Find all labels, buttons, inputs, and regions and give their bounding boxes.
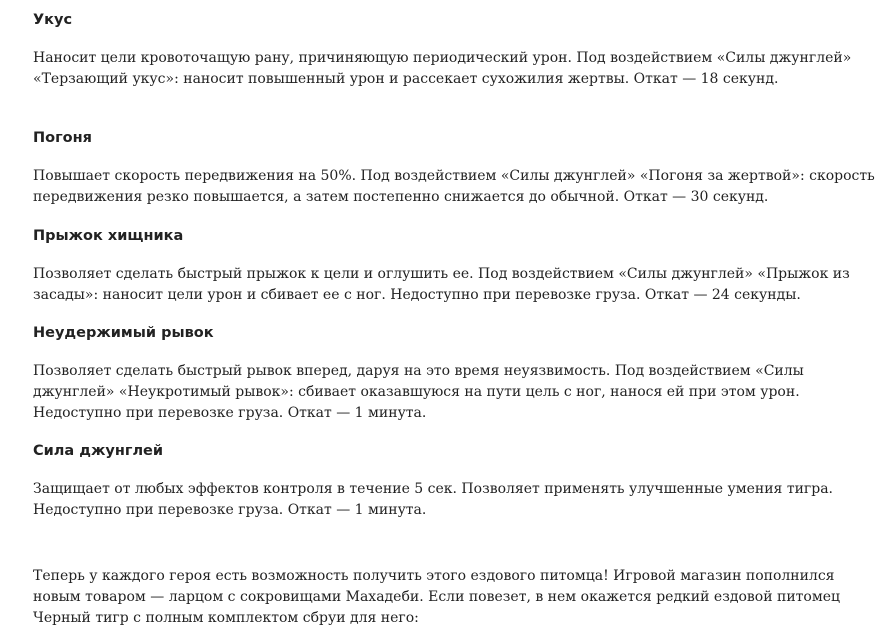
ability-title: Укус (33, 12, 73, 28)
ability-description: Защищает от любых эффектов контроля в течение 5 сек. Позволяет применять улучшенные умения тигра. Недоступно при перевозке груза. Откат — 1 минута. (33, 481, 833, 518)
ability-title: Погоня (33, 130, 92, 146)
mount-intro-paragraph: Теперь у каждого героя есть возможность получить этого ездового питомца! Игровой магазин пополнился новым товаром — ларцом с сокровищами Махадеби. Если повезет, в нем окажется редкий ездовой питомец Черный тигр с полным комплектом сбруи для него: (33, 568, 840, 626)
ability-title: Неудержимый рывок (33, 325, 214, 341)
ability-title: Сила джунглей (33, 443, 164, 459)
ability-description: Позволяет сделать быстрый прыжок к цели и оглушить ее. Под воздействием «Силы джунглей» «Прыжок из засады»: наносит цели урон и сбивает ее с ног. Недоступно при перевозке груза. Откат — 24 секунды. (33, 266, 850, 303)
ability-description: Позволяет сделать быстрый рывок вперед, даруя на это время неуязвимость. Под воздействием «Силы джунглей» «Неукротимый рывок»: сбивает оказавшуюся на пути цель с ног, нанося ей при этом урон. Недоступно при перевозке груза. Откат — 1 минута. (33, 363, 804, 421)
ability-description: Наносит цели кровоточащую рану, причиняющую периодический урон. Под воздействием «Силы джунглей» «Терзающий укус»: наносит повышенный урон и рассекает сухожилия жертвы. Откат — 18 секунд. (33, 50, 852, 87)
ability-title: Прыжок хищника (33, 228, 184, 244)
ability-description: Повышает скорость передвижения на 50%. Под воздействием «Силы джунглей» «Погоня за жертвой»: скорость передвижения резко повышается, а затем постепенно снижается до обычной. Откат — 30 секунд. (33, 168, 875, 205)
